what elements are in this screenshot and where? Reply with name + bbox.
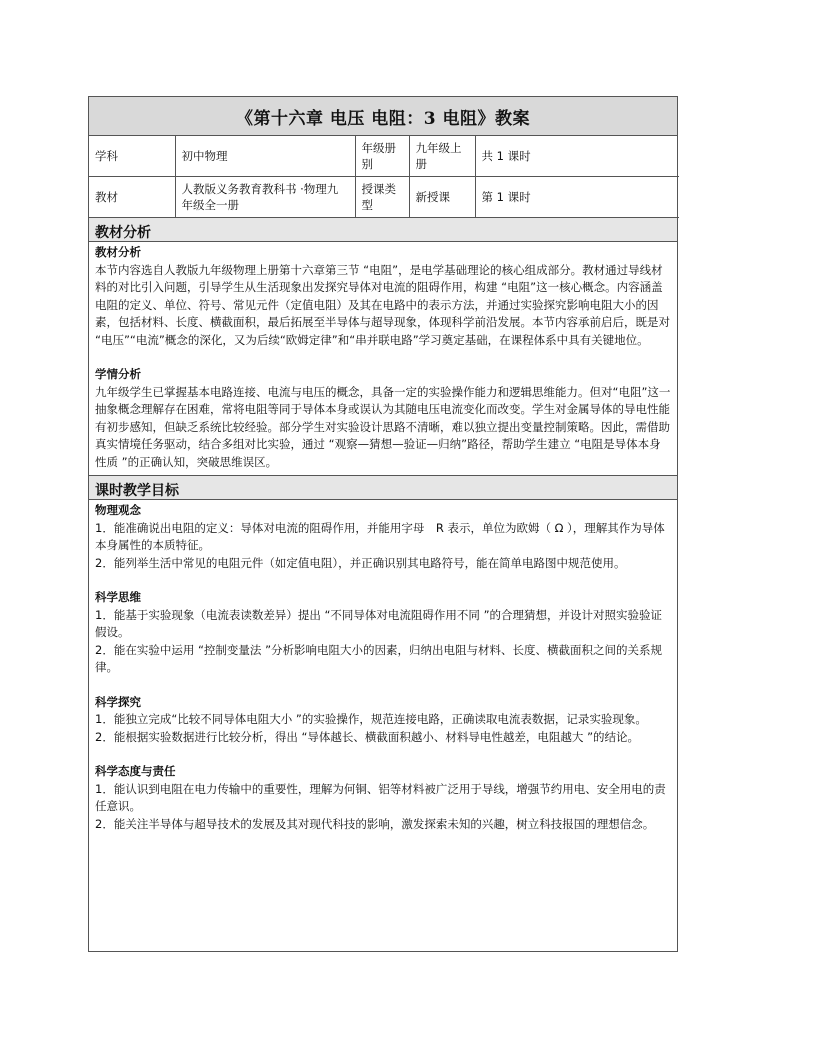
goal-group-heading: 科学探究 <box>95 694 141 709</box>
goal-item: 1．能基于实验现象（电流表读数差异）提出 “不同导体对电流阻碍作用不同 ”的合理猜想，并设计对照实验验证假设。 <box>95 607 663 639</box>
goals-body <box>89 500 677 837</box>
info-table <box>89 136 679 218</box>
textbook-value: 人教版义务教育教科书 ·物理九年级全一册 <box>175 177 355 218</box>
goal-item: 2．能根据实验数据进行比较分析，得出 “导体越长、横截面积越小、材料导电性越差，电阻越大 ”的结论。 <box>95 729 640 744</box>
student-analysis-text: 九年级学生已掌握基本电路连接、电流与电压的概念，具备一定的实验操作能力和逻辑思维能力。但对“电阻”这一抽象概念理解存在困难，常将电阻等同于导体本身或误认为其随电压电流变化而改变。学生对金属导体的导电性能有初步感知，但缺乏系统比较经验。部分学生对实验设计思路不清晰，难以独立提出变量控制策略。因此，需借助真实情境任务驱动，结合多组对比实验，通过 “观察—猜想—验证—归纳”路径，帮助学生建立 “电阻是导体本身性质 ”的正确认知，突破思维误区。 <box>95 384 671 469</box>
type-label: 授课类型 <box>355 177 409 218</box>
goal-item: 1．能准确说出电阻的定义：导体对电流的阻碍作用，并能用字母 R 表示，单位为欧姆（ Ω ），理解其作为导体本身属性的本质特征。 <box>95 520 665 552</box>
grade-label: 年级册别 <box>355 136 409 177</box>
analysis-body <box>89 242 677 476</box>
goal-item: 2．能列举生活中常见的电阻元件（如定值电阻），并正确识别其电路符号，能在简单电路图中规范使用。 <box>95 555 626 570</box>
subject-label: 学科 <box>89 136 175 177</box>
textbook-analysis-subheading: 教材分析 <box>95 245 141 259</box>
goal-item: 2．能关注半导体与超导技术的发展及其对现代科技的影响，激发探索未知的兴趣，树立科技报国的理想信念。 <box>95 816 655 831</box>
lesson-value: 第 1 课时 <box>475 177 679 218</box>
textbook-label: 教材 <box>89 177 175 218</box>
textbook-analysis-text: 本节内容选自人教版九年级物理上册第十六章第三节 “电阻”，是电学基础理论的核心组成部分。教材通过导线材料的对比引入问题，引导学生从生活现象出发探究导体对电流的阻碍作用，构建 “电阻”这一核心概念。内容涵盖电阻的定义、单位、符号、常见元件（定值电阻）及其在电路中的表示方法，并通过实验探究影响电阻大小的因素，包括材料、长度、横截面积，最后拓展至半导体与超导现象，体现科学前沿发展。本节内容承前启后，既是对 “电压”“电流”概念的深化，又为后续“欧姆定律”和“串并联电路”学习奠定基础，在课程体系中具有关键地位。 <box>95 262 670 347</box>
goal-group-heading: 科学思维 <box>95 590 141 604</box>
analysis-heading: 教材分析 <box>89 218 677 242</box>
lesson-plan-document <box>88 96 678 952</box>
info-row-subject <box>89 136 679 177</box>
hours-value: 共 1 课时 <box>475 136 679 177</box>
goal-group-heading: 物理观念 <box>95 503 141 517</box>
type-value: 新授课 <box>409 177 475 218</box>
goals-heading: 课时教学目标 <box>89 476 677 500</box>
student-analysis-subheading: 学情分析 <box>95 367 141 381</box>
goal-item: 1．能独立完成“比较不同导体电阻大小 ”的实验操作，规范连接电路，正确读取电流表数据，记录实验现象。 <box>95 712 647 726</box>
info-row-textbook <box>89 177 679 218</box>
grade-value: 九年级上册 <box>409 136 475 177</box>
goal-item: 2．能在实验中运用 “控制变量法 ”分析影响电阻大小的因素，归纳出电阻与材料、长度、横截面积之间的关系规律。 <box>95 642 663 674</box>
goal-item: 1．能认识到电阻在电力传输中的重要性，理解为何铜、铝等材料被广泛用于导线，增强节约用电、安全用电的责任意识。 <box>95 781 666 813</box>
goal-group-heading: 科学态度与责任 <box>95 764 176 778</box>
subject-value: 初中物理 <box>175 136 355 177</box>
document-title: 《第十六章 电压 电阻：3 电阻》教案 <box>89 97 677 136</box>
